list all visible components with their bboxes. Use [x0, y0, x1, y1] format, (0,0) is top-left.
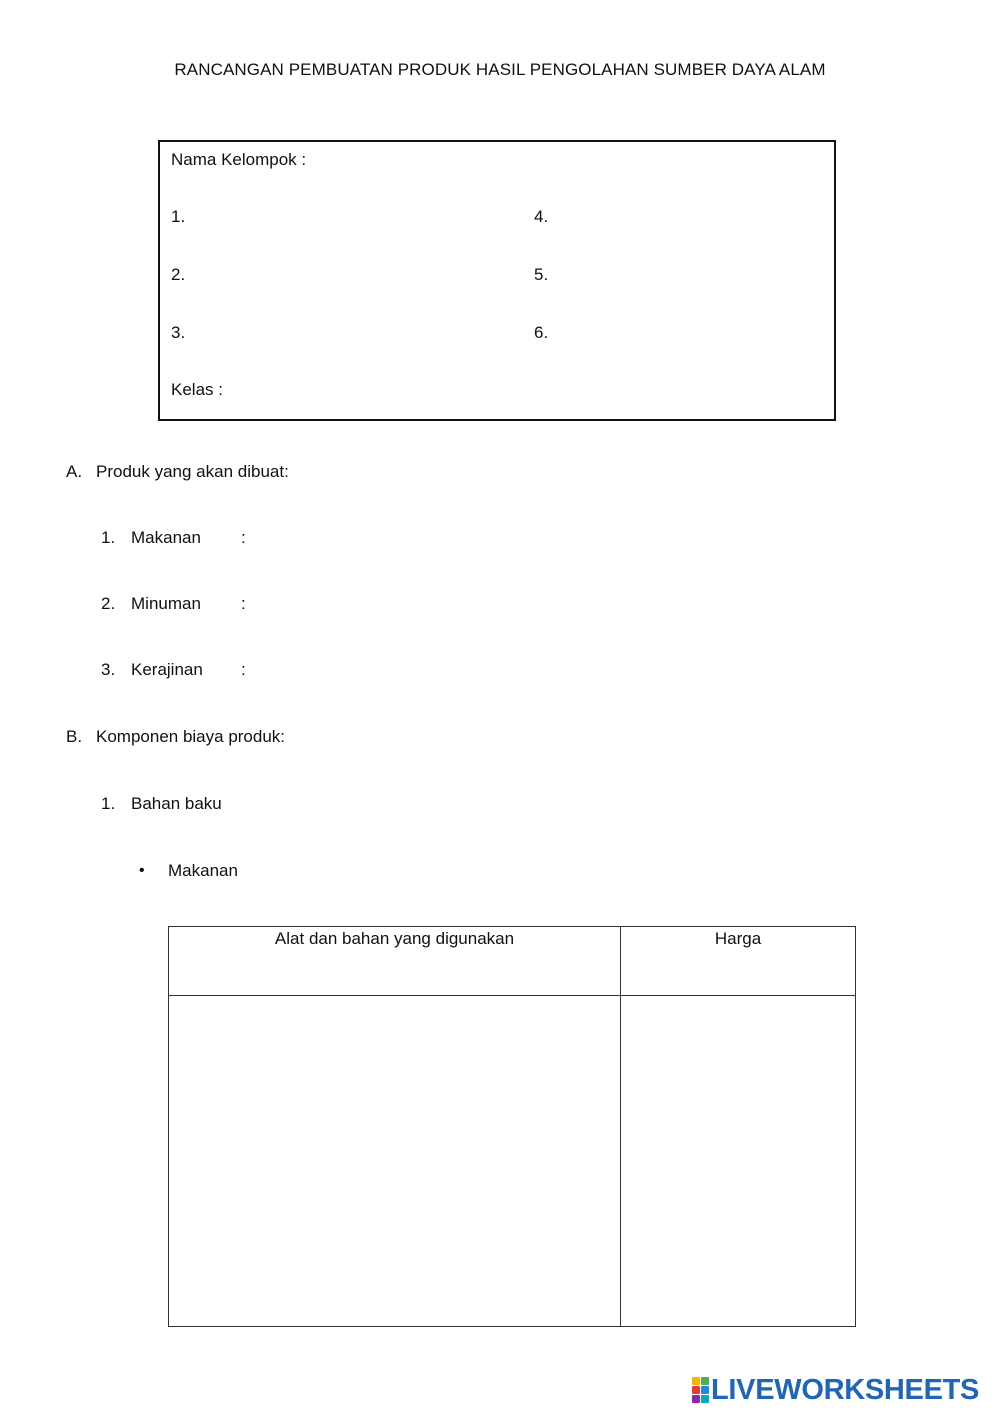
section-b-heading: Komponen biaya produk:: [96, 727, 286, 746]
product-item-number: 3.: [101, 660, 116, 679]
bullet-label: Makanan: [168, 861, 238, 880]
group-info-box: [158, 140, 836, 421]
product-item-label: Makanan: [131, 528, 201, 547]
product-item-colon: :: [241, 528, 246, 547]
member-3-label: 3.: [171, 323, 186, 342]
member-2-label: 2.: [171, 265, 186, 284]
page-title: RANCANGAN PEMBUATAN PRODUK HASIL PENGOLAHAN SUMBER DAYA ALAM: [174, 60, 826, 79]
member-6-label: 6.: [534, 323, 549, 342]
table-cell-price[interactable]: [621, 996, 856, 1327]
bullet-icon: •: [139, 862, 145, 879]
section-b-marker: B.: [66, 727, 83, 746]
logo-square: [701, 1377, 709, 1385]
member-4-label: 4.: [534, 207, 549, 226]
subsection-number: 1.: [101, 794, 116, 813]
section-a-marker: A.: [66, 462, 83, 481]
table-header-row: [169, 927, 856, 996]
table-header-cell: Harga: [621, 927, 856, 996]
product-item-number: 2.: [101, 594, 116, 613]
logo-square: [701, 1386, 709, 1394]
table-cell-materials[interactable]: [169, 996, 621, 1327]
logo-square: [692, 1377, 700, 1385]
class-label: Kelas :: [171, 380, 223, 399]
member-5-label: 5.: [534, 265, 549, 284]
member-1-label: 1.: [171, 207, 186, 226]
logo-text: LIVEWORKSHEETS: [711, 1373, 980, 1406]
logo-square: [692, 1386, 700, 1394]
section-a-heading: Produk yang akan dibuat:: [96, 462, 289, 481]
subsection-heading: Bahan baku: [131, 794, 222, 813]
product-item-label: Minuman: [131, 594, 201, 613]
product-item-label: Kerajinan: [131, 660, 203, 679]
product-item-colon: :: [241, 594, 246, 613]
logo-grid-icon: [692, 1377, 709, 1403]
group-name-label: Nama Kelompok :: [171, 150, 307, 169]
table-row: [169, 996, 856, 1327]
product-item-number: 1.: [101, 528, 116, 547]
liveworksheets-logo: [692, 1374, 979, 1406]
logo-square: [692, 1395, 700, 1403]
cost-table: [168, 926, 856, 1327]
logo-square: [701, 1395, 709, 1403]
table-header-cell: Alat dan bahan yang digunakan: [169, 927, 621, 996]
product-item-colon: :: [241, 660, 246, 679]
